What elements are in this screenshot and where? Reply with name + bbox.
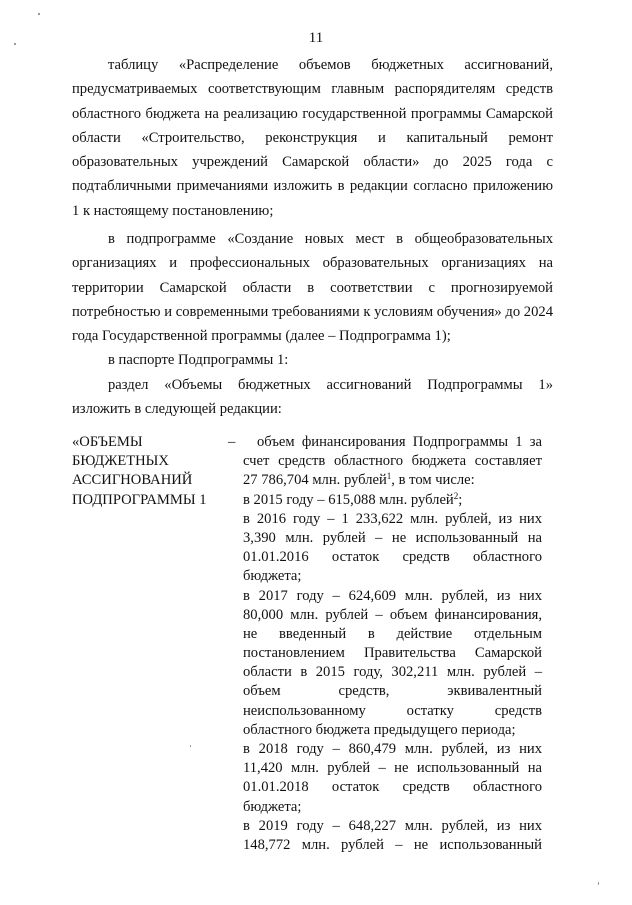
table-line: в 2018 году – 860,479 млн. рублей, из них [243, 741, 542, 757]
page-number: 11 [308, 30, 324, 46]
table-line: в 2019 году – 648,227 млн. рублей, из них [243, 817, 542, 834]
table-line: 01.01.2016 остаток средств областного [243, 549, 542, 566]
table-line-text: в 2015 году – 615,088 млн. рублей [243, 491, 454, 508]
table-line: 3,390 млн. рублей – не использованный на [243, 529, 542, 546]
table-line: неиспользованному остатку средств [243, 702, 542, 719]
scan-speck [38, 13, 40, 15]
footnote-mark-1: 1 [386, 471, 392, 482]
table-line: бюджета; [243, 568, 302, 585]
table-dash: – [228, 434, 236, 450]
table-left-heading: «ОБЪЕМЫ БЮДЖЕТНЫХ АССИГНОВАНИЙ ПОДПРОГРАММЫ 1 [72, 434, 207, 508]
paragraph-2-text: в подпрограмме «Создание новых мест в общеобразовательных организациях и профессиональных образовательных организациях на территории Самарской области в соответствии с прогнозируемой потребностью и современными требованиями к условиям обучения» до 2024 года Государственной программы (далее – Подпрограмма 1); [72, 231, 553, 345]
footnote-mark-2: 2 [453, 490, 459, 501]
paragraph-4-text: раздел «Объемы бюджетных ассигнований Подпрограммы 1» изложить в следующей редакции: [72, 377, 553, 418]
paragraph-1-text: таблицу «Распределение объемов бюджетных ассигнований, предусматриваемых соответствующим главным распорядителям средств областного бюджета на реализацию государственной программы Самарской области «Строительство, реконструкция и капитальный ремонт образовательных учреждений Самарской области» до 2025 года с подтабличными примечаниями изложить в редакции согласно приложению 1 к настоящему постановлению; [72, 57, 553, 219]
table-line: 01.01.2018 остаток средств областного [243, 779, 542, 796]
table-line: области в 2015 году, 302,211 млн. рублей – [243, 664, 542, 681]
table-right-content [243, 433, 542, 855]
table-line: в 2016 году – 1 233,622 млн. рублей, из них [243, 510, 542, 527]
paragraph-subprogram [72, 227, 553, 348]
paragraph-section [72, 373, 553, 422]
scan-speck [14, 43, 16, 45]
table-line: 148,772 млн. рублей – не использованный [243, 836, 542, 853]
scan-speck [190, 745, 191, 747]
scan-speck [598, 882, 599, 885]
table-line [243, 471, 542, 490]
table-line: бюджета; [243, 798, 302, 815]
table-line: 11,420 млн. рублей – не использованный на [243, 760, 542, 777]
table-line: постановлением Правительства Самарской [243, 645, 542, 662]
table-line: объем финансирования Подпрограммы 1 за [257, 434, 542, 450]
table-line: 80,000 млн. рублей – объем финансирования, [243, 606, 542, 623]
table-line-text: 27 786,704 млн. рублей [243, 472, 387, 489]
table-line: не введенный в действие отдельным [243, 625, 542, 642]
table-line: счет средств областного бюджета составляет [243, 453, 542, 470]
table-line: областного бюджета предыдущего периода; [243, 721, 516, 738]
paragraph-3-text: в паспорте Подпрограммы 1: [108, 352, 289, 368]
paragraph-table-distribution [72, 53, 553, 223]
table-line-tail: , в том числе: [391, 472, 475, 489]
table-line: объем средств, эквивалентный [243, 683, 542, 700]
paragraph-passport [72, 348, 553, 372]
table-line [243, 491, 542, 510]
table-line-tail: ; [458, 491, 463, 508]
table-line: в 2017 году – 624,609 млн. рублей, из них [243, 587, 542, 604]
